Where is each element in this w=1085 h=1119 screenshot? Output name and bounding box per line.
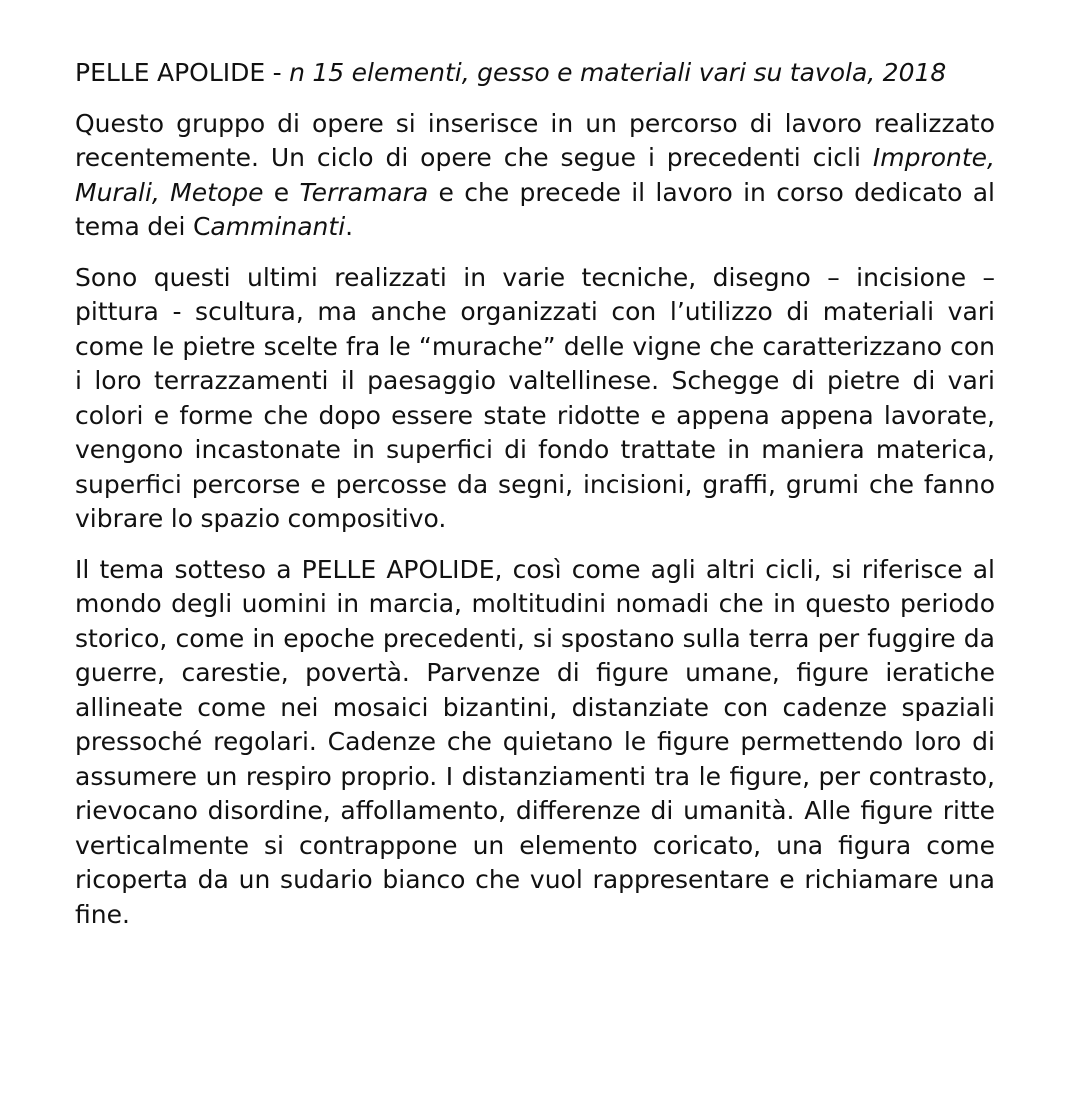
- title-separator: -: [265, 58, 290, 87]
- title-caps: PELLE APOLIDE: [75, 58, 266, 87]
- paragraph-intro-text-3: e che precede il lavoro in corso dedicato al tema dei C: [75, 177, 995, 241]
- paragraph-intro-text-2: e: [263, 177, 300, 207]
- paragraph-techniques: Sono questi ultimi realizzati in varie tecniche, disegno – incisione – pittura - scultura, ma anche organizzati con l’utilizzo di materiali vari come le pietre scelte fra le “murache” delle vigne che caratterizzano con i loro terrazzamenti il paesaggio valtellinese. Schegge di pietre di vari colori e forme che dopo essere state ridotte e appena appena lavorate, vengono incastonate in superfici di fondo trattate in maniera materica, superfici percorse e percosse da segni, incisioni, graffi, grumi che fanno vibrare lo spazio compositivo.: [75, 262, 995, 533]
- document-page: [75, 56, 995, 948]
- cycle-camminanti-italic: amminanti: [210, 212, 346, 241]
- artwork-title: [75, 56, 995, 91]
- paragraph-intro: [75, 107, 995, 245]
- cycle-terramara-italic: Terramara: [299, 177, 429, 207]
- title-subtitle: n 15 elementi, gesso e materiali vari su tavola, 2018: [289, 58, 947, 87]
- paragraph-intro-text-4: .: [345, 212, 354, 241]
- cycle-names-italic: Impronte, Murali, Metope: [75, 143, 995, 207]
- paragraph-intro-text-1: Questo gruppo di opere si inserisce in un percorso di lavoro realizzato recentemente. Un ciclo di opere che segue i precedenti cicli: [75, 108, 995, 172]
- paragraph-theme: Il tema sotteso a PELLE APOLIDE, così come agli altri cicli, si riferisce al mondo degli uomini in marcia, moltitudini nomadi che in questo periodo storico, come in epoche precedenti, si spostano sulla terra per fuggire da guerre, carestie, povertà. Parvenze di figure umane, figure ieratiche allineate come nei mosaici bizantini, distanziate con cadenze spaziali pressoché regolari. Cadenze che quietano le figure permettendo loro di assumere un respiro proprio. I distanziamenti tra le figure, per contrasto, rievocano disordine, affollamento, differenze di umanità. Alle figure ritte verticalmente si contrappone un elemento coricato, una figura come ricoperta da un sudario bianco che vuol rappresentare e richiamare una fine.: [75, 554, 995, 929]
